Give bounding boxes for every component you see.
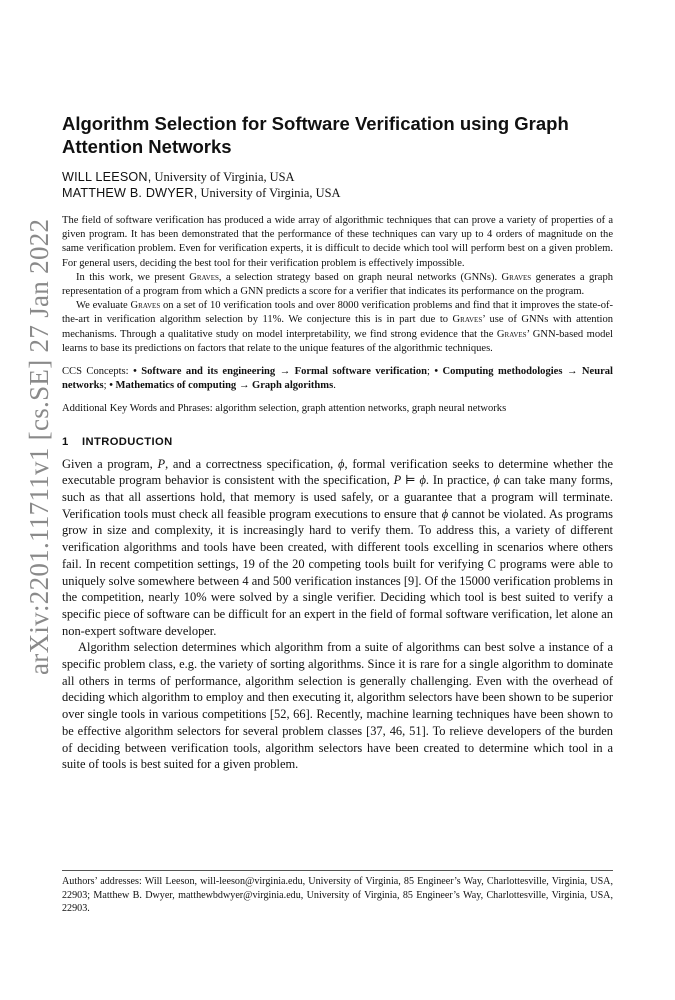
author-name: WILL LEESON, <box>62 170 152 184</box>
abstract-paragraph: The field of software verification has produced a wide array of algorithmic techniques that can prove a variety of properties of a given program. It has been demonstrated that the performance of these techniques can vary up to 4 orders of magnitude on the same verification problem. Even for verification experts, it is difficult to decide which tool will perform best on a given problem. For general users, deciding the best tool for their verification problem is effectively impossible. <box>62 215 613 269</box>
abstract <box>62 214 613 356</box>
body-paragraph: Given a program, P, and a correctness specification, ϕ, formal verification seeks to determine whether the executable program behavior is consistent with the specification, P ⊨ ϕ. In practice, ϕ can take many forms, such as that all assertions hold, that memory is used safely, or a guarantee that a program will terminate. Verification tools must check all feasible program executions to ensure that ϕ cannot be violated. As programs grow in size and complexity, it is increasingly hard to verify them. To address this, a variety of different verification algorithms and tools have been created, with different tools excelling in scenarios where others fail. In recent competition settings, 19 of the 20 competing tools built for verifying C programs were able to uniquely solve somewhere between 4 and 500 verification instances [9]. Of the 15000 verification problems in the competition, nearly 10% were solved by a single verifier. Deciding which tool is best suited to verify a specific piece of software can be difficult for an expert in the field of formal software verification, let alone an non-expert software developer. <box>62 456 613 638</box>
abstract-paragraph: In this work, we present Graves, a selection strategy based on graph neural networks (GNNs). Graves generates a graph representation of a program from which a GNN predicts a score for a verifier that indicates its performance on the program. <box>62 271 613 298</box>
introduction-body <box>62 456 613 773</box>
author-address-footnote: Authors’ addresses: Will Leeson, will-leeson@virginia.edu, University of Virginia, 85 Engineer’s Way, Charlottesville, Virginia, USA, 22903; Matthew B. Dwyer, matthewbdwyer@virginia.edu, University of Virginia, 85 Engineer’s Way, Charlottesville, Virginia, USA, 22903. <box>62 876 613 915</box>
author-affiliation: University of Virginia, USA <box>197 186 341 200</box>
footnote-divider <box>62 870 613 871</box>
section-heading: 1 INTRODUCTION <box>62 435 173 448</box>
arxiv-stamp: arXiv:2201.11711v1 [cs.SE] 27 Jan 2022 <box>24 218 54 675</box>
keywords: Additional Key Words and Phrases: algorithm selection, graph attention networks, graph neural networks <box>62 403 507 415</box>
paper-title: Algorithm Selection for Software Verification using Graph Attention Networks <box>62 113 569 157</box>
author-line <box>62 169 613 185</box>
author-name: MATTHEW B. DWYER, <box>62 186 198 200</box>
author-affiliation: University of Virginia, USA <box>151 170 295 184</box>
main-content <box>62 112 613 773</box>
ccs-concepts: CCS Concepts: • Software and its engineering → Formal software verification; • Computing methodologies → Neural networks; • Mathematics of computing → Graph algorithms. <box>62 366 613 392</box>
body-paragraph: Algorithm selection determines which algorithm from a suite of algorithms can best solve a instance of a specific problem class, e.g. the variety of sorting algorithms. Since it is rare for a single algorithm to dominate all others in terms of performance, algorithm selection is generally challenging. Even with the overhead of deciding which algorithm to employ and then executing it, algorithm selectors have been shown to be superior over single tools in various competitions [52, 66]. Recently, machine learning techniques have been shown to be effective algorithm selectors for several problem classes [37, 46, 51]. To relieve developers of the burden of deciding between verification tools, algorithm selectors have been created to determine which tool in a suite of tools is best suited for a given problem. <box>62 640 613 772</box>
abstract-paragraph: We evaluate Graves on a set of 10 verification tools and over 8000 verification problems and find that it improves the state-of-the-art in verification algorithm selection by 11%. We conjecture this is in part due to Graves’ use of GNNs with attention mechanisms. Through a qualitative study on model interpretability, we find strong evidence that the Graves’ GNN-based model learns to base its predictions on factors that relate to the unique features of the algorithmic techniques. <box>62 300 614 354</box>
author-line <box>62 185 613 201</box>
